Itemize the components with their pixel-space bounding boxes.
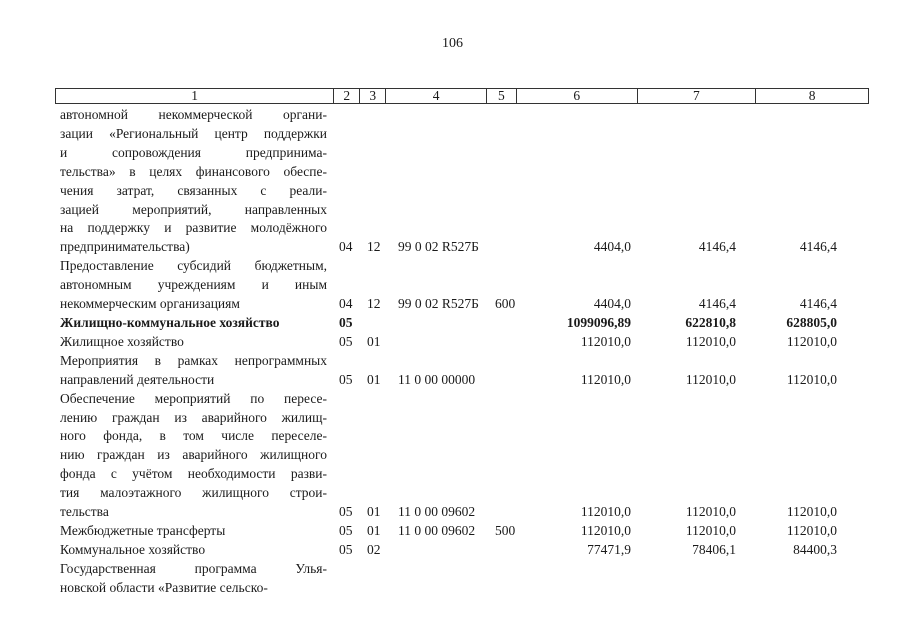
subsection-code: 12 xyxy=(367,239,381,255)
description-line: тельства» в целях финансового обеспе- xyxy=(60,163,327,179)
target-article-code: 99 0 02 R527Б xyxy=(398,239,479,255)
table-row xyxy=(60,333,880,352)
description-line: фонда с учётом необходимости разви- xyxy=(60,466,327,482)
header-col-1: 1 xyxy=(56,89,334,103)
row-description xyxy=(60,522,327,541)
section-code: 04 xyxy=(339,296,353,312)
section-code: 05 xyxy=(339,333,353,349)
description-line: предпринимательства) xyxy=(60,239,190,255)
description-line: зацией мероприятий, направленных xyxy=(60,201,327,217)
table-row xyxy=(60,352,880,390)
subsection-code: 02 xyxy=(367,541,381,557)
amount-col-8: 112010,0 xyxy=(786,371,837,387)
section-code: 05 xyxy=(339,371,353,387)
table-row xyxy=(60,390,880,522)
amount-col-6: 112010,0 xyxy=(580,371,631,387)
amount-col-8: 4146,4 xyxy=(799,239,837,255)
description-line: тельства xyxy=(60,504,109,520)
header-col-7: 7 xyxy=(638,89,757,103)
header-col-5: 5 xyxy=(487,89,517,103)
amount-col-7: 78406,1 xyxy=(692,541,736,557)
amount-col-6: 4404,0 xyxy=(593,239,631,255)
section-code: 05 xyxy=(339,314,353,330)
table-row xyxy=(60,560,880,598)
subsection-code: 01 xyxy=(367,371,381,387)
amount-col-8: 4146,4 xyxy=(799,296,837,312)
description-line: и сопровождения предпринима- xyxy=(60,144,327,160)
description-line: Обеспечение мероприятий по пересе- xyxy=(60,390,327,406)
header-col-4: 4 xyxy=(386,89,487,103)
description-line: Коммунальное хозяйство xyxy=(60,541,206,557)
amount-col-7: 4146,4 xyxy=(698,296,736,312)
header-col-2: 2 xyxy=(334,89,360,103)
amount-col-8: 112010,0 xyxy=(786,522,837,538)
amount-col-8: 84400,3 xyxy=(793,541,837,557)
header-col-6: 6 xyxy=(517,89,638,103)
target-article-code: 11 0 00 00000 xyxy=(398,371,476,387)
budget-table-body xyxy=(60,106,880,598)
amount-col-7: 112010,0 xyxy=(685,504,736,520)
description-line: лению граждан из аварийного жилищ- xyxy=(60,409,327,425)
header-col-3: 3 xyxy=(360,89,386,103)
amount-col-6: 112010,0 xyxy=(580,333,631,349)
amount-col-7: 622810,8 xyxy=(685,314,736,330)
expense-type-code: 500 xyxy=(495,522,516,538)
section-code: 05 xyxy=(339,504,353,520)
header-col-8: 8 xyxy=(808,88,816,103)
description-line: Жилищно-коммунальное хозяйство xyxy=(60,314,280,330)
description-line: новской области «Развитие сельско- xyxy=(60,579,268,595)
row-description xyxy=(60,560,327,598)
target-article-code: 99 0 02 R527Б xyxy=(398,296,479,312)
table-row xyxy=(60,106,880,257)
subsection-code: 12 xyxy=(367,296,381,312)
target-article-code: 11 0 00 09602 xyxy=(398,504,476,520)
target-article-code: 11 0 00 09602 xyxy=(398,522,476,538)
amount-col-7: 112010,0 xyxy=(685,371,736,387)
page-number: 106 xyxy=(442,36,463,51)
row-description xyxy=(60,352,327,390)
table-row xyxy=(60,314,880,333)
description-line: ного фонда, в том числе переселе- xyxy=(60,428,327,444)
description-line: Жилищное хозяйство xyxy=(60,333,184,349)
amount-col-8: 628805,0 xyxy=(786,314,837,330)
table-row xyxy=(60,257,880,314)
description-line: зации «Региональный центр поддержки xyxy=(60,125,327,141)
amount-col-7: 112010,0 xyxy=(685,522,736,538)
amount-col-8: 112010,0 xyxy=(786,333,837,349)
amount-col-6: 4404,0 xyxy=(593,296,631,312)
description-line: автономным учреждениям и иным xyxy=(60,277,327,293)
description-line: Межбюджетные трансферты xyxy=(60,522,226,538)
section-code: 05 xyxy=(339,522,353,538)
description-line: Предоставление субсидий бюджетным, xyxy=(60,258,327,274)
amount-col-7: 4146,4 xyxy=(698,239,736,255)
table-row xyxy=(60,522,880,541)
amount-col-6: 112010,0 xyxy=(580,504,631,520)
amount-col-7: 112010,0 xyxy=(685,333,736,349)
amount-col-8: 112010,0 xyxy=(786,504,837,520)
description-line: нию граждан из аварийного жилищного xyxy=(60,447,327,463)
description-line: некоммерческим организациям xyxy=(60,296,240,312)
subsection-code: 01 xyxy=(367,522,381,538)
row-description xyxy=(60,257,327,314)
description-line: Мероприятия в рамках непрограммных xyxy=(60,352,327,368)
subsection-code: 01 xyxy=(367,504,381,520)
row-description xyxy=(60,314,327,333)
subsection-code: 01 xyxy=(367,333,381,349)
row-description xyxy=(60,106,327,257)
amount-col-6: 112010,0 xyxy=(580,522,631,538)
description-line: Государственная программа Улья- xyxy=(60,560,327,576)
description-line: направлений деятельности xyxy=(60,371,215,387)
expense-type-code: 600 xyxy=(495,296,516,312)
section-code: 05 xyxy=(339,541,353,557)
description-line: чения затрат, связанных с реали- xyxy=(60,182,327,198)
row-description xyxy=(60,541,327,560)
table-header xyxy=(55,88,869,104)
row-description xyxy=(60,390,327,522)
table-row xyxy=(60,541,880,560)
description-line: тия малоэтажного жилищного строи- xyxy=(60,485,327,501)
amount-col-6: 77471,9 xyxy=(587,541,631,557)
section-code: 04 xyxy=(339,239,353,255)
amount-col-6: 1099096,89 xyxy=(566,314,631,330)
description-line: на поддержку и развитие молодёжного xyxy=(60,220,327,236)
description-line: автономной некоммерческой органи- xyxy=(60,107,327,122)
row-description xyxy=(60,333,327,352)
